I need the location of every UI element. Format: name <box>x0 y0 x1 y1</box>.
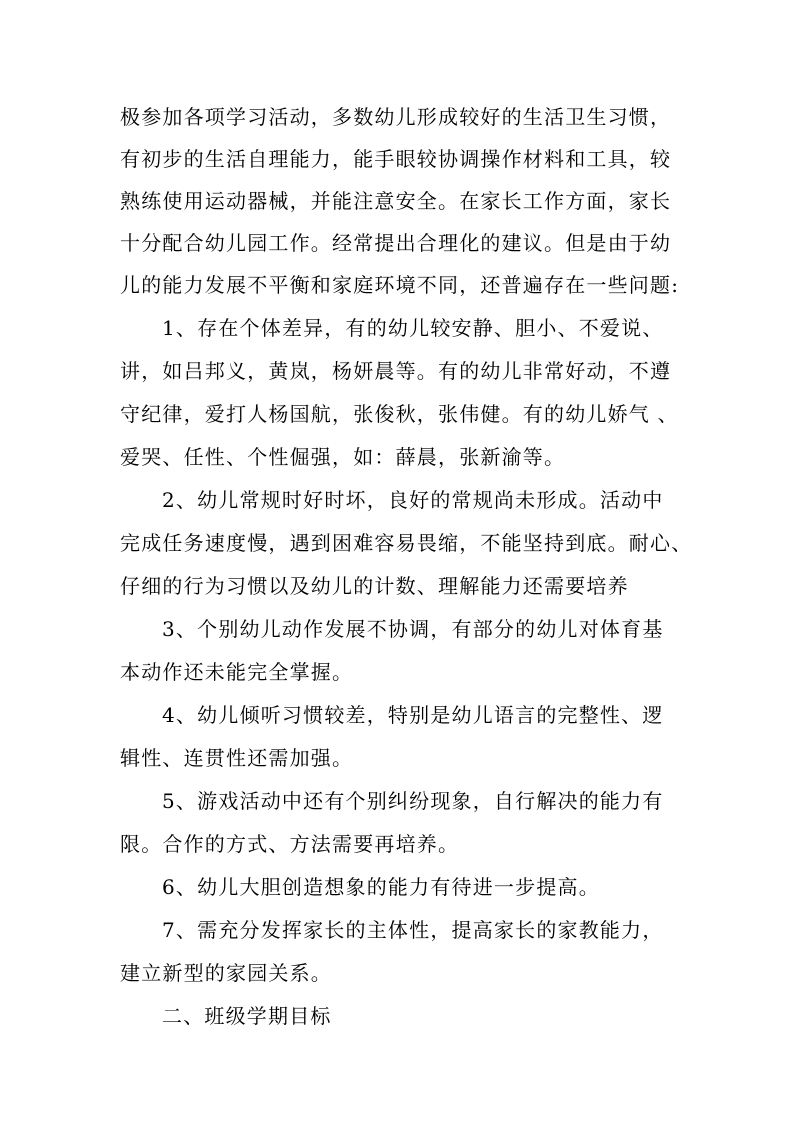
list-item-3-start: 3、个别幼儿动作发展不协调，有部分的幼儿对体育基 <box>162 617 664 641</box>
paragraph-line: 儿的能力发展不平衡和家庭环境不同，还普遍存在一些问题: <box>120 273 680 297</box>
paragraph-line: 本动作还未能完全掌握。 <box>120 660 354 684</box>
paragraph-line: 限。合作的方式、方法需要再培养。 <box>120 832 460 856</box>
list-item-4-start: 4、幼儿倾听习惯较差，特别是幼儿语言的完整性、逻 <box>162 703 664 727</box>
paragraph-line: 爱哭、任性、个性倔强，如：薛晨，张新渝等。 <box>120 445 566 469</box>
paragraph-line: 守纪律，爱打人杨国航，张俊秋，张伟健。有的幼儿娇气 、 <box>120 402 679 426</box>
paragraph-line: 完成任务速度慢，遇到困难容易畏缩，不能坚持到底。耐心、 <box>120 531 693 555</box>
paragraph-line: 极参加各项学习活动，多数幼儿形成较好的生活卫生习惯， <box>120 105 672 129</box>
paragraph-line: 十分配合幼儿园工作。经常提出合理化的建议。但是由于幼 <box>120 231 672 255</box>
paragraph-line: 熟练使用运动器械，并能注意安全。在家长工作方面，家长 <box>120 189 672 213</box>
list-item-2-start: 2、幼儿常规时好时坏，良好的常规尚未形成。活动中 <box>162 488 664 512</box>
paragraph-line: 仔细的行为习惯以及幼儿的计数、理解能力还需要培养 <box>120 574 629 598</box>
list-item-7-start: 7、需充分发挥家长的主体性，提高家长的家教能力， <box>162 918 664 942</box>
section-heading: 二、班级学期目标 <box>162 1004 332 1028</box>
list-item-5-start: 5、游戏活动中还有个别纠纷现象，自行解决的能力有 <box>162 789 664 813</box>
paragraph-line: 有初步的生活自理能力，能手眼较协调操作材料和工具，较 <box>120 147 672 171</box>
paragraph-line: 辑性、连贯性还需加强。 <box>120 746 354 770</box>
paragraph-line: 讲，如吕邦义，黄岚，杨妍晨等。有的幼儿非常好动，不遵 <box>120 359 672 383</box>
list-item-1-start: 1、存在个体差异，有的幼儿较安静、胆小、不爱说、 <box>162 316 664 340</box>
list-item-6-start: 6、幼儿大胆创造想象的能力有待进一步提高。 <box>162 875 600 899</box>
paragraph-line: 建立新型的家园关系。 <box>120 961 332 985</box>
